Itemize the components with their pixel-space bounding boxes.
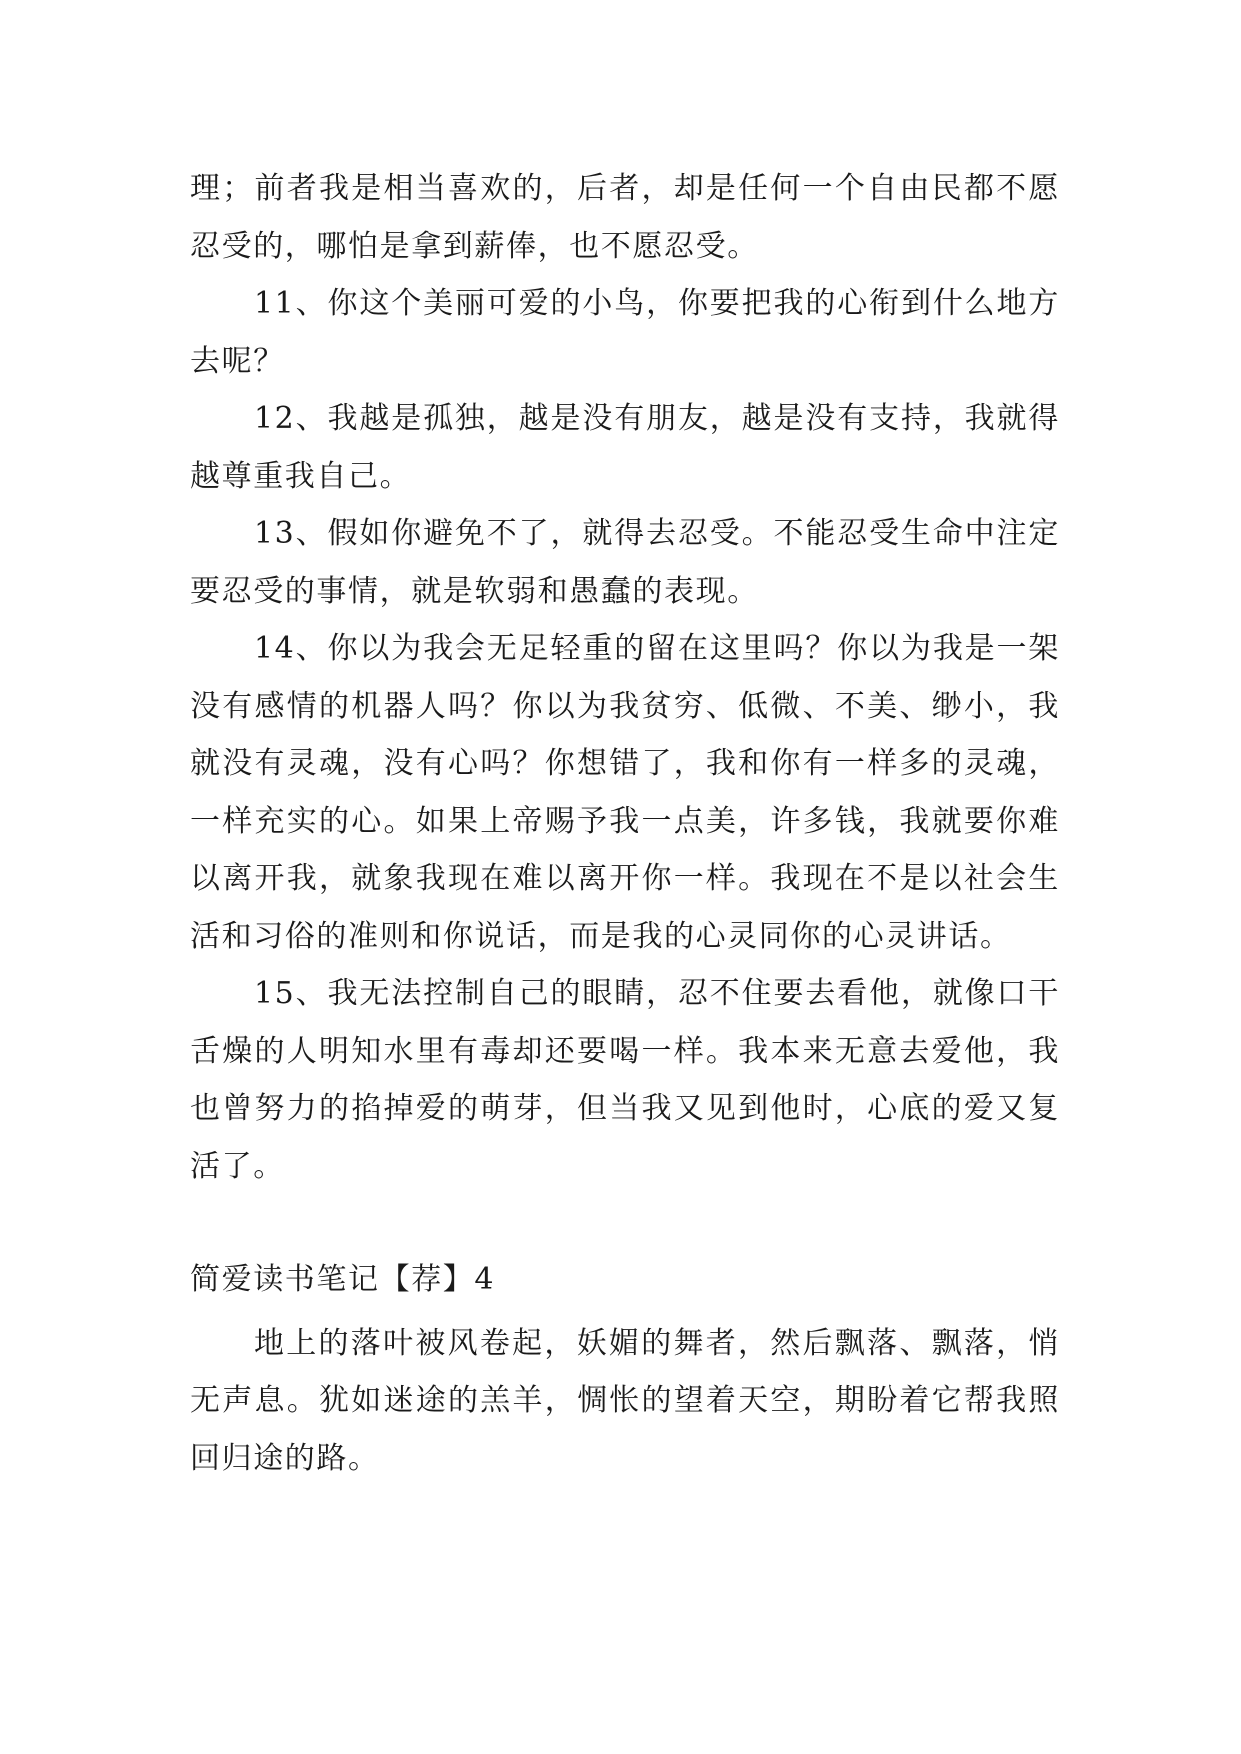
paragraph-continuation: 理；前者我是相当喜欢的，后者，却是任何一个自由民都不愿忍受的，哪怕是拿到薪俸，也不愿忍受。 bbox=[190, 171, 1060, 264]
paragraph-quote-13: 13、假如你避免不了，就得去忍受。不能忍受生命中注定要忍受的事情，就是软弱和愚蠢的表现。 bbox=[190, 516, 1060, 609]
paragraph-quote-15: 15、我无法控制自己的眼睛，忍不住要去看他，就像口干舌燥的人明知水里有毒却还要喝一样。我本来无意去爱他，我也曾努力的掐掉爱的萌芽，但当我又见到他时，心底的爱又复活了。 bbox=[190, 976, 1060, 1184]
paragraph-quote-11: 11、你这个美丽可爱的小鸟，你要把我的心衔到什么地方去呢？ bbox=[190, 286, 1060, 379]
document-body bbox=[190, 160, 1060, 1487]
section-heading: 简爱读书笔记【荐】4 bbox=[190, 1262, 496, 1297]
paragraph-section-4: 地上的落叶被风卷起，妖媚的舞者，然后飘落、飘落，悄无声息。犹如迷途的羔羊，惆怅的望着天空，期盼着它帮我照回归途的路。 bbox=[190, 1325, 1060, 1476]
paragraph-quote-14: 14、你以为我会无足轻重的留在这里吗？你以为我是一架没有感情的机器人吗？你以为我贫穷、低微、不美、缈小，我就没有灵魂，没有心吗？你想错了，我和你有一样多的灵魂，一样充实的心。如果上帝赐予我一点美，许多钱，我就要你难以离开我，就象我现在难以离开你一样。我现在不是以社会生活和习俗的准则和你说话，而是我的心灵同你的心灵讲话。 bbox=[190, 631, 1060, 954]
paragraph-quote-12: 12、我越是孤独，越是没有朋友，越是没有支持，我就得越尊重我自己。 bbox=[190, 401, 1060, 494]
